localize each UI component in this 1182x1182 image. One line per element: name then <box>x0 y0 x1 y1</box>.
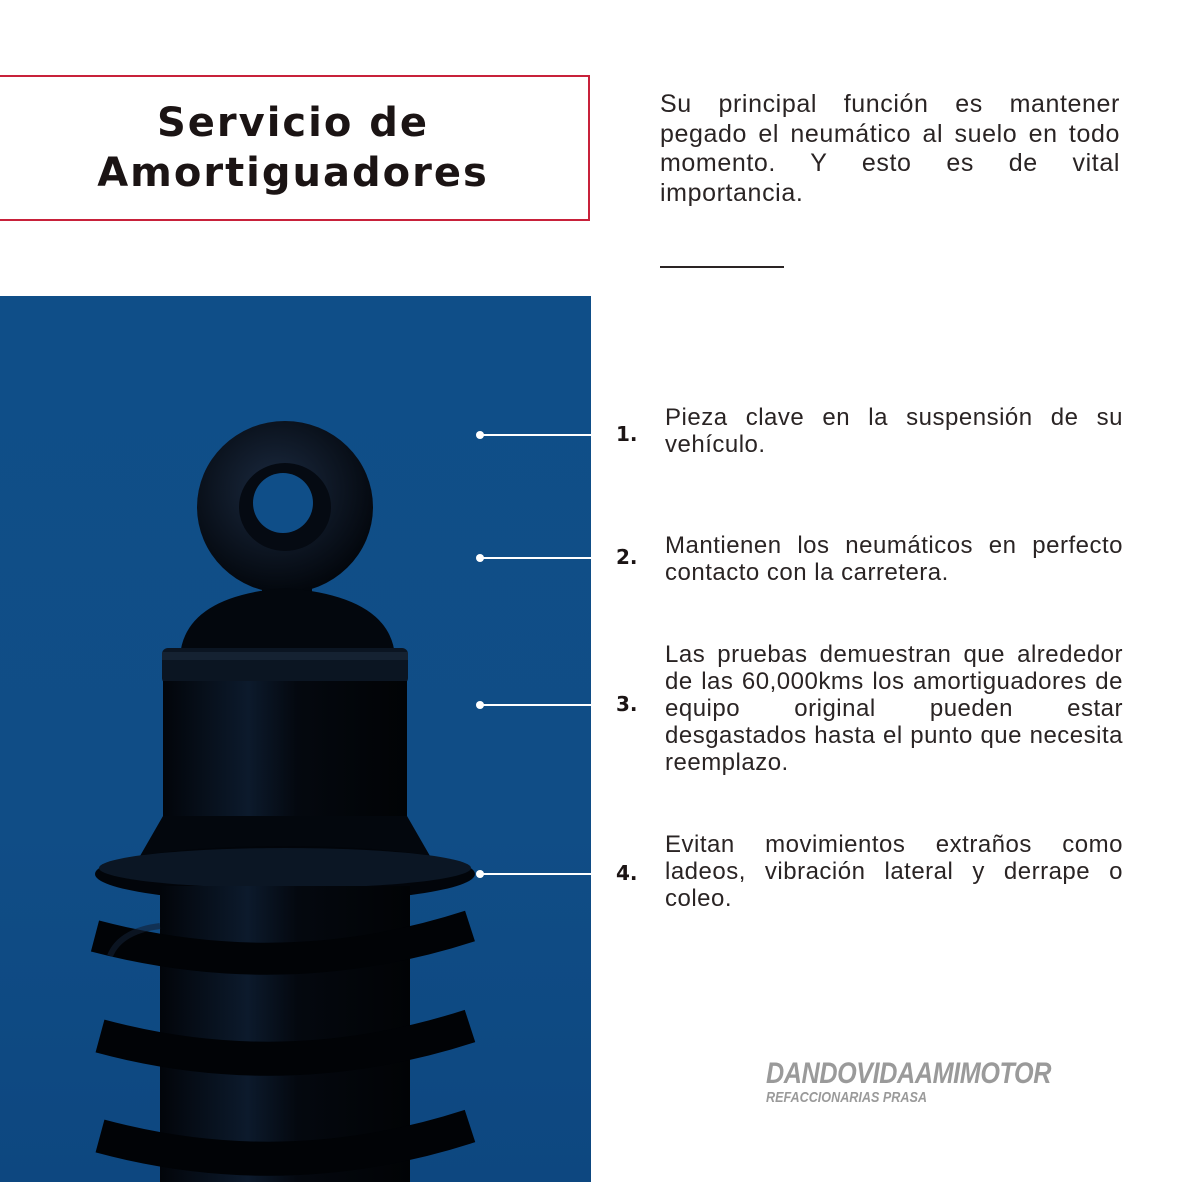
divider-line <box>660 266 784 268</box>
callout-line-3 <box>480 704 592 706</box>
callout-line-1 <box>480 434 592 436</box>
callout-line-2 <box>480 557 592 559</box>
brand-tagline: REFACCIONARIAS PRASA <box>766 1089 928 1106</box>
intro-paragraph: Su principal función es mantener pegado el neumático al suelo en todo momento. Y esto es de vital importancia. <box>660 90 1120 207</box>
title-box <box>0 75 590 221</box>
item-text-1: Pieza clave en la suspensión de su vehículo. <box>665 404 1123 458</box>
callout-dot-3 <box>476 701 484 709</box>
item-text-4: Evitan movimientos extraños como ladeos, vibración lateral y derrape o coleo. <box>665 831 1123 912</box>
callout-dot-2 <box>476 554 484 562</box>
shock-absorber-illustration <box>0 296 591 1182</box>
page-title-line-1: Servicio de <box>156 100 430 146</box>
brand-name: DANDOVIDAAMIMOTOR <box>766 1057 1051 1090</box>
callout-dot-4 <box>476 870 484 878</box>
item-number-3: 3. <box>616 692 638 716</box>
callout-line-4 <box>480 873 592 875</box>
item-number-1: 1. <box>616 422 638 446</box>
item-text-3: Las pruebas demuestran que alrededor de las 60,000kms los amortiguadores de equipo original pueden estar desgastados hasta el punto que necesita reemplazo. <box>665 641 1123 776</box>
item-number-4: 4. <box>616 861 638 885</box>
page-title-line-2: Amortiguadores <box>97 150 489 196</box>
item-text-2: Mantienen los neumáticos en perfecto contacto con la carretera. <box>665 532 1123 586</box>
item-number-2: 2. <box>616 545 638 569</box>
callout-dot-1 <box>476 431 484 439</box>
brand-logo <box>766 1058 1056 1105</box>
shock-absorber-photo <box>0 296 591 1182</box>
